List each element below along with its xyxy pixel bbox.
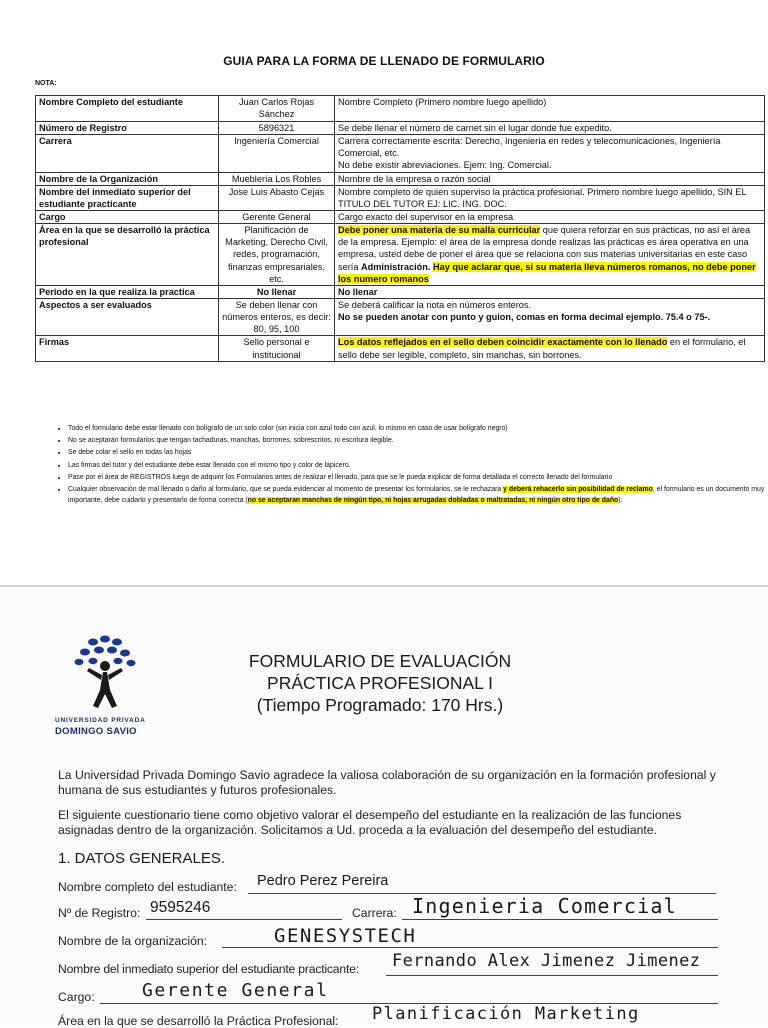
row-example: Mueblería Los Robles xyxy=(219,172,335,185)
list-item xyxy=(68,485,768,506)
instruction-text: que quiera reforzar en sus prácticas, no así el área de la empresa. Ejemplo: el área de la empresa donde realizas las prácticas es área operativa en una empresa, usted debe de poner el área que se relaciona con sus materias universitarias en este caso sería xyxy=(338,225,751,272)
table-row xyxy=(36,336,765,361)
row-instruction xyxy=(335,298,765,335)
cargo-value[interactable]: Gerente General xyxy=(142,980,329,1001)
row-example: Jose Luis Abasto Cejas xyxy=(219,185,335,210)
list-item: • Todo el formulario debe estar llenado con bolígrafo de un solo color (sin inicia con azul todo con azul, lo mismo en caso de usar bolígrafo negro) xyxy=(68,424,768,435)
row-instruction: Se debe llenar el número de carnet sin el lugar donde fue expedito. xyxy=(335,122,765,135)
supervisor-label: Nombre del inmediato superior del estudiante practicante: xyxy=(58,962,359,976)
notes-list xyxy=(52,424,768,508)
row-label: Cargo xyxy=(36,210,219,223)
aspectos-instruction-1: Se deberá calificar la nota en números enteros. xyxy=(338,299,532,310)
nota-label: NOTA: xyxy=(35,80,57,87)
cargo-label: Cargo: xyxy=(58,990,95,1004)
registro-value[interactable]: 9595246 xyxy=(150,899,211,916)
list-item: • Pase por el área de REGISTROS luego de adquirir los Formularios antes de realizar el llenado, para que se le pueda explicar de forma detallada el correcto llenado del formulario xyxy=(68,473,768,484)
note-text: ). xyxy=(618,496,623,504)
form-title-line3: (Tiempo Programado: 170 Hrs.) xyxy=(256,695,504,715)
table-row xyxy=(36,172,765,185)
table-row xyxy=(36,135,765,172)
table-row xyxy=(36,210,765,223)
highlight-text: Debe poner una materia de su malla curricular xyxy=(338,225,541,236)
area-value[interactable]: Planificación Marketing xyxy=(372,1004,640,1024)
row-label: Firmas xyxy=(36,336,219,361)
note-text: Cualquier observación de mal llenado o daño al formulario, que se pueda evidenciar al momento de presentar los formularios, se le rechazara xyxy=(68,486,504,494)
table-row xyxy=(36,298,765,335)
student-name-value[interactable]: Pedro Perez Pereira xyxy=(257,873,389,889)
table-row xyxy=(36,185,765,210)
highlight-text: no se aceptaran manchas de ningún tipo, ni hojas arrugadas dobladas o maltratadas, ni ningún otro tipo de daño xyxy=(247,496,619,504)
row-example: 5896321 xyxy=(219,122,335,135)
table-row xyxy=(36,224,765,286)
table-row xyxy=(36,285,765,298)
row-label: Nombre del inmediato superior del estudiante practicante xyxy=(36,185,219,210)
highlight-text: Los datos reflejados en el sello deben coincidir exactamente con lo llenado xyxy=(338,337,668,348)
guide-table xyxy=(35,95,765,362)
row-example: Se deben llenar con números enteros, es decir: 80, 95, 100 xyxy=(219,298,335,335)
row-instruction: No llenar xyxy=(335,285,765,298)
list-item: • Se debe colar el sello en todas las hojas xyxy=(68,448,768,459)
bold-text: Administración. xyxy=(360,261,431,272)
row-label: Nombre Completo del estudiante xyxy=(36,96,219,122)
supervisor-value[interactable]: Fernando Alex Jimenez Jimenez xyxy=(392,951,701,971)
organization-label: Nombre de la organización: xyxy=(58,934,208,948)
row-example: Planificación de Marketing, Derecho Civil, redes, programación, finanzas empresariales, etc. xyxy=(219,224,335,286)
registro-line xyxy=(146,919,342,920)
row-label: Periodo en la que realiza la practica xyxy=(36,285,219,298)
note-text: , el formulario es un documento muy importante, debe cuidarlo y presentarlo de forma correcta ( xyxy=(68,486,765,504)
table-row xyxy=(36,122,765,135)
row-instruction: Cargo exacto del supervisor en la empresa xyxy=(335,210,765,223)
form-title-line2: PRÁCTICA PROFESIONAL I xyxy=(267,673,493,693)
carrera-value[interactable]: Ingenieria Comercial xyxy=(412,894,677,918)
organization-line xyxy=(222,947,718,948)
intro-paragraph-2: El siguiente cuestionario tiene como objetivo valorar el desempeño del estudiante en la realización de las funciones asignadas dentro de la organización. Solicitamos a Ud. proceda a la evaluación del desempeño del estudiante. xyxy=(58,808,682,837)
table-row xyxy=(36,96,765,122)
carrera-label: Carrera: xyxy=(352,906,397,920)
row-instruction xyxy=(335,336,765,361)
carrera-instruction-1: Carrera correctamente escrita: Derecho, Ingeniería en redes y telecomunicaciones, Ingeniería Comercial, etc. xyxy=(338,136,721,159)
supervisor-line xyxy=(386,975,718,976)
row-instruction xyxy=(335,224,765,286)
list-item: • No se aceptarán formularios que tengan tachaduras, manchas, borrones, sobrescritos, ni escritura ilegible. xyxy=(68,436,768,447)
carrera-instruction-2: No debe existir abreviaciones. Ejem: Ing. Comercial. xyxy=(338,160,552,171)
row-instruction: Nombre de la empresa o razón social xyxy=(335,172,765,185)
row-label: Aspectos a ser evaluados xyxy=(36,298,219,335)
area-label: Área en la que se desarrolló la Práctica Profesional: xyxy=(58,1014,339,1028)
form-title xyxy=(200,650,560,716)
row-label: Área en la que se desarrolló la práctica profesional xyxy=(36,224,219,286)
row-instruction: Nombre completo de quien superviso la práctica profesional. Primero nombre luego apellido, SIN EL TITULO DEL TUTOR EJ: LIC. ING. DOC. xyxy=(335,185,765,210)
row-example: Sello personal e institucional xyxy=(219,336,335,361)
highlight-text: Hay que aclarar que, si su materia lleva números romanos, no debe poner los numero romanos xyxy=(338,261,756,284)
university-name-line2: DOMINGO SAVIO xyxy=(55,726,137,737)
row-example: Juan Carlos Rojas Sánchez xyxy=(219,96,335,122)
row-instruction xyxy=(335,135,765,172)
organization-value[interactable]: GENESYSTECH xyxy=(274,925,417,947)
highlight-text: y deberá rehacerlo sin posibilidad de reclamo xyxy=(503,486,653,494)
form-title-line1: FORMULARIO DE EVALUACIÓN xyxy=(248,651,512,671)
row-example: No llenar xyxy=(219,285,335,298)
student-name-label: Nombre completo del estudiante: xyxy=(58,880,237,894)
section-heading: 1. DATOS GENERALES. xyxy=(58,850,225,867)
row-label: Número de Registro xyxy=(36,122,219,135)
intro-paragraph-1: La Universidad Privada Domingo Savio agradece la valiosa colaboración de su organización en la formación profesional y humana de sus estudiantes y futuros profesionales. xyxy=(58,768,716,797)
university-name-line1: UNIVERSIDAD PRIVADA xyxy=(55,717,146,724)
carrera-line xyxy=(402,919,718,920)
instruction-text: en el formulario, el sello debe ser legible, completo, sin manchas, sin borrones. xyxy=(338,337,746,360)
registro-label: Nº de Registro: xyxy=(58,906,141,920)
row-example: Ingeniería Comercial xyxy=(219,135,335,172)
row-instruction: Nombre Completo (Primero nombre luego apellido) xyxy=(335,96,765,122)
aspectos-instruction-2: No se pueden anotar con punto y guion, comas en forma decimal ejemplo. 75.4 o 75-. xyxy=(338,312,711,323)
list-item: • Las firmas del tutor y del estudiante debe estar llenado con el mismo tipo y color de lapicero. xyxy=(68,461,768,472)
row-label: Nombre de la Organización xyxy=(36,172,219,185)
row-example: Gerente General xyxy=(219,210,335,223)
guide-title: GUIA PARA LA FORMA DE LLENADO DE FORMULARIO xyxy=(223,54,545,68)
row-label: Carrera xyxy=(36,135,219,172)
